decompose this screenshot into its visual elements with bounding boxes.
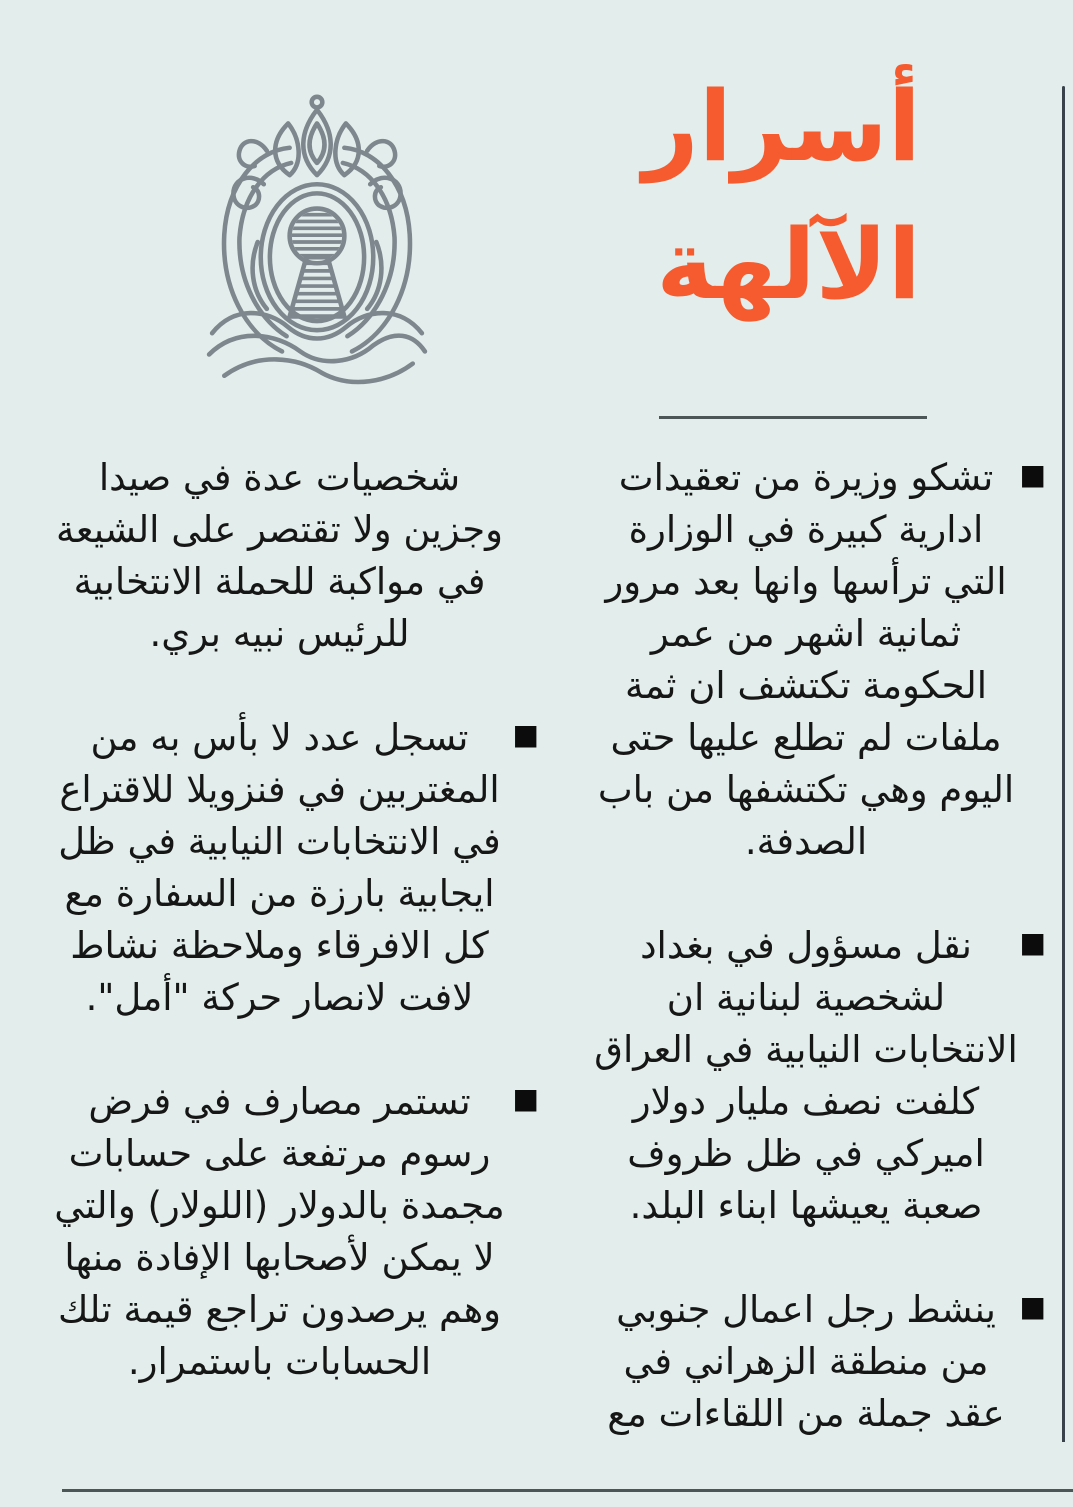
- news-item-text: تسجل عدد لا بأس به من المغتربين في فنزويلا للاقتراع في الانتخابات النيابية في ظل ايجابية بارزة من السفارة مع كل الافرقاء وملاحظة نشاط لافت لانصار حركة "أمل".: [58, 716, 501, 1019]
- news-item-text: تستمر مصارف في فرض رسوم مرتفعة على حسابات مجمدة بالدولار (اللولار) والتي لا يمكن لأصحابها الإفادة منها وهم يرصدون تراجع قيمة تلك الحسابات باستمرار.: [54, 1080, 505, 1383]
- bullet-square-icon: ■: [512, 1082, 539, 1115]
- text-column-right: [594, 452, 1048, 1484]
- news-item: [52, 712, 541, 1024]
- news-item: [594, 920, 1048, 1232]
- keyhole-emblem-icon: [203, 90, 431, 394]
- bullet-square-icon: ■: [512, 718, 539, 751]
- title-divider: [659, 416, 927, 419]
- text-column-left: [52, 452, 541, 1484]
- bullet-square-icon: ■: [1019, 926, 1046, 959]
- news-item: [594, 452, 1048, 868]
- news-item-text: شخصيات عدة في صيدا وجزين ولا تقتصر على الشيعة في مواكبة للحملة الانتخابية للرئيس نبيه بري.: [56, 456, 503, 655]
- column-masthead: [643, 58, 921, 334]
- column-separator-rule: [1062, 86, 1065, 1442]
- news-item: [52, 1076, 541, 1388]
- masthead-title-line1: أسرار: [642, 70, 921, 183]
- bottom-divider: [62, 1489, 1073, 1492]
- news-item-text: ينشط رجل اعمال جنوبي من منطقة الزهراني في عقد جملة من اللقاءات مع: [607, 1288, 1005, 1435]
- masthead-title-line2: الآلهة: [656, 208, 921, 321]
- news-item-text: تشكو وزيرة من تعقيدات ادارية كبيرة في الوزارة التي ترأسها وانها بعد مرور ثمانية اشهر من عمر الحكومة تكتشف ان ثمة ملفات لم تطلع عليها حتى اليوم وهي تكتشفها من باب الصدفة.: [597, 456, 1015, 863]
- news-item: [594, 1284, 1048, 1440]
- news-item-text: نقل مسؤول في بغداد لشخصية لبنانية ان الانتخابات النيابية في العراق كلفت نصف مليار دولار اميركي في ظل ظروف صعبة يعيشها ابناء البلد.: [594, 924, 1018, 1227]
- bullet-square-icon: ■: [1019, 458, 1046, 491]
- news-item-continuation: [52, 452, 541, 660]
- bullet-square-icon: ■: [1019, 1290, 1046, 1323]
